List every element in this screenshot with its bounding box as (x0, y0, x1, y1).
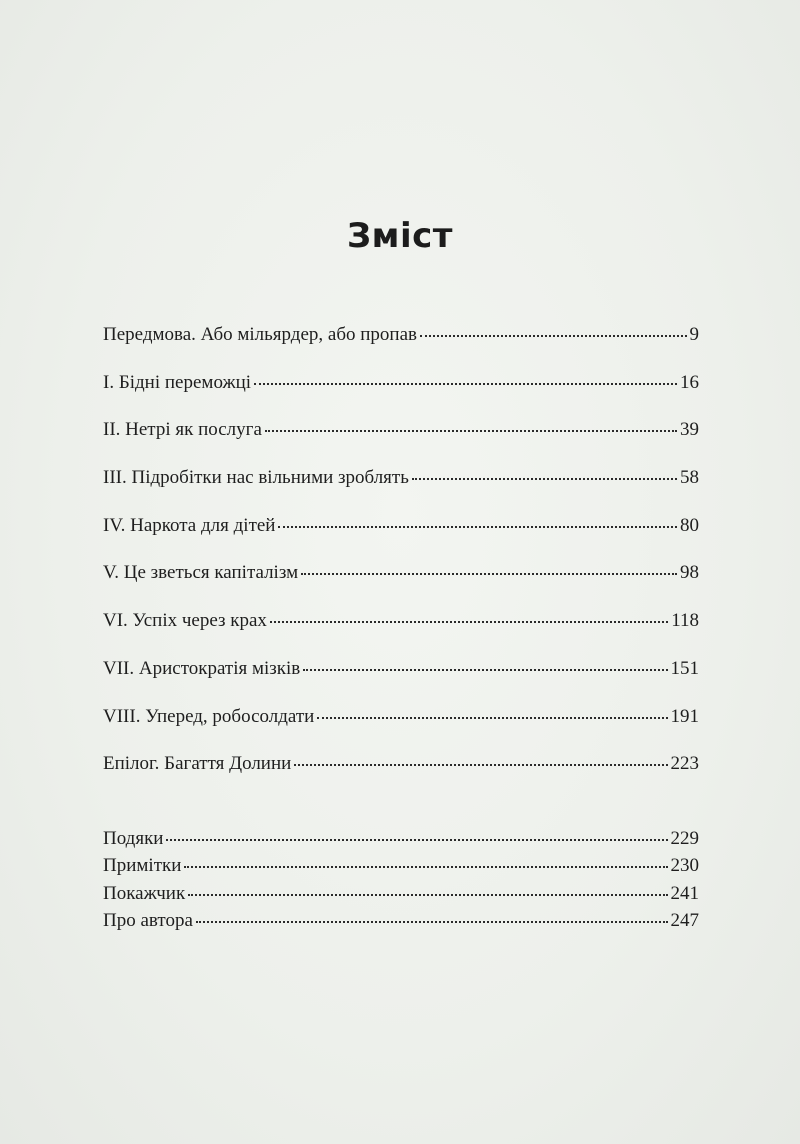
dot-leader (412, 478, 677, 480)
toc-main-list (103, 324, 699, 801)
toc-entry-label: VI. Успіх через крах (103, 610, 267, 632)
toc-entry-page: 39 (680, 419, 699, 441)
dot-leader (420, 335, 687, 337)
toc-entry-label: V. Це зветься капіталізм (103, 562, 299, 584)
toc-entry-label: Примітки (103, 855, 182, 877)
toc-entry-preface (103, 324, 699, 372)
toc-entry-label: Передмова. Або мільярдер, або пропав (103, 324, 417, 345)
toc-entry-acknowledgements (103, 828, 699, 855)
dot-leader (270, 621, 668, 623)
toc-back-matter-list (103, 828, 699, 937)
toc-entry-page: 230 (670, 855, 699, 877)
dot-leader (303, 669, 667, 671)
toc-entry-chapter-4 (103, 515, 699, 563)
dot-leader (184, 866, 667, 868)
toc-entry-page: 16 (680, 371, 699, 393)
toc-entry-page: 9 (689, 324, 699, 345)
toc-entry-page: 118 (671, 610, 699, 632)
toc-entry-label: Епілог. Багаття Долини (103, 753, 292, 775)
toc-entry-page: 241 (670, 882, 699, 904)
toc-entry-page: 80 (680, 514, 699, 536)
toc-entry-chapter-3 (103, 467, 699, 515)
toc-entry-about-author (103, 910, 699, 937)
toc-entry-page: 191 (670, 705, 699, 727)
toc-entry-page: 223 (670, 753, 699, 775)
toc-entry-page: 229 (670, 828, 699, 849)
dot-leader (254, 383, 677, 385)
toc-entry-index (103, 883, 699, 910)
toc-entry-label: IV. Наркота для дітей (103, 514, 276, 536)
dot-leader (188, 894, 667, 896)
toc-entry-chapter-7 (103, 658, 699, 706)
toc-entry-chapter-8 (103, 706, 699, 754)
toc-entry-label: Про автора (103, 909, 193, 931)
dot-leader (166, 839, 667, 841)
toc-entry-label: Подяки (103, 828, 164, 849)
dot-leader (301, 573, 677, 575)
toc-entry-chapter-1 (103, 372, 699, 420)
toc-entry-label: III. Підробітки нас вільними зроблять (103, 467, 409, 489)
page-title: Зміст (347, 216, 453, 256)
toc-entry-epilogue (103, 753, 699, 801)
dot-leader (265, 430, 677, 432)
toc-entry-label: VIII. Уперед, робосолдати (103, 705, 315, 727)
toc-entry-page: 151 (670, 657, 699, 679)
toc-entry-label: VII. Аристократія мізків (103, 657, 301, 679)
toc-entry-page: 58 (680, 467, 699, 489)
dot-leader (196, 921, 668, 923)
dot-leader (294, 764, 667, 766)
toc-entry-label: I. Бідні переможці (103, 371, 252, 393)
toc-entry-chapter-2 (103, 419, 699, 467)
toc-entry-label: Покажчик (103, 882, 186, 904)
toc-entry-label: II. Нетрі як послуга (103, 419, 262, 441)
dot-leader (278, 526, 677, 528)
toc-entry-page: 247 (670, 909, 699, 931)
toc-entry-chapter-6 (103, 610, 699, 658)
toc-entry-chapter-5 (103, 562, 699, 610)
toc-entry-notes (103, 855, 699, 882)
dot-leader (317, 717, 667, 719)
toc-entry-page: 98 (680, 562, 699, 584)
